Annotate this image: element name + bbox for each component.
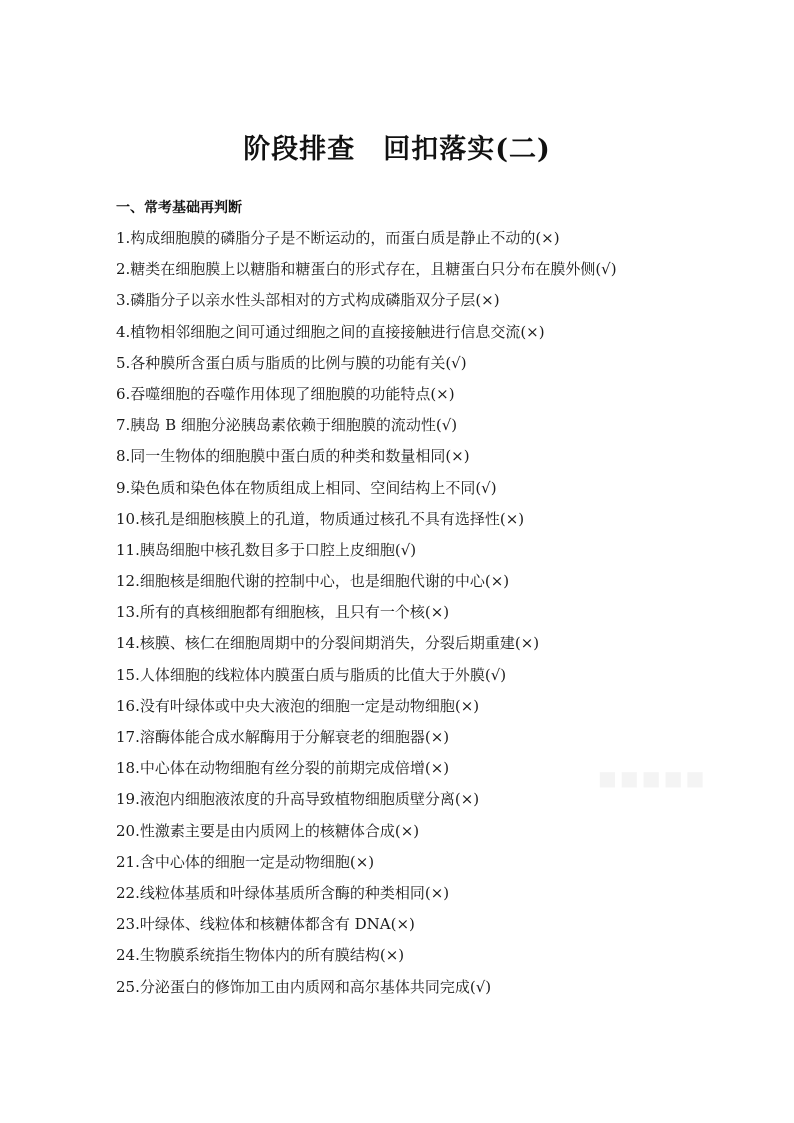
statement-item: 18.中心体在动物细胞有丝分裂的前期完成倍增(×) <box>116 759 450 778</box>
watermark <box>598 766 707 790</box>
page-title: 阶段排查 回扣落实(二) <box>243 134 551 165</box>
statement-item: 5.各种膜所含蛋白质与脂质的比例与膜的功能有关(√) <box>116 353 467 372</box>
statement-item: 8.同一生物体的细胞膜中蛋白质的种类和数量相同(×) <box>116 447 470 466</box>
statement-item: 25.分泌蛋白的修饰加工由内质网和高尔基体共同完成(√) <box>116 977 492 996</box>
statement-item: 4.植物相邻细胞之间可通过细胞之间的直接接触进行信息交流(×) <box>116 322 545 341</box>
statement-item: 13.所有的真核细胞都有细胞核，且只有一个核(×) <box>116 603 450 622</box>
statement-item: 16.没有叶绿体或中央大液泡的细胞一定是动物细胞(×) <box>116 696 480 715</box>
statement-list <box>116 228 617 1008</box>
statement-item: 9.染色质和染色体在物质组成上相同、空间结构上不同(√) <box>116 478 497 497</box>
statement-item: 24.生物膜系统指生物体内的所有膜结构(×) <box>116 946 405 965</box>
statement-item: 1.构成细胞膜的磷脂分子是不断运动的，而蛋白质是静止不动的(×) <box>116 229 560 247</box>
statement-item: 20.性激素主要是由内质网上的核糖体合成(×) <box>116 821 420 840</box>
section-heading: 一、常考基础再判断 <box>116 200 242 216</box>
statement-item: 15.人体细胞的线粒体内膜蛋白质与脂质的比值大于外膜(√) <box>116 665 507 684</box>
statement-item: 10.核孔是细胞核膜上的孔道，物质通过核孔不具有选择性(×) <box>116 509 525 528</box>
statement-item: 2.糖类在细胞膜上以糖脂和糖蛋白的形式存在，且糖蛋白只分布在膜外侧(√) <box>116 260 617 279</box>
statement-item: 19.液泡内细胞液浓度的升高导致植物细胞质壁分离(×) <box>116 790 480 809</box>
statement-item: 21.含中心体的细胞一定是动物细胞(×) <box>116 852 375 871</box>
statement-item: 17.溶酶体能合成水解酶用于分解衰老的细胞器(×) <box>116 728 450 746</box>
statement-item: 23.叶绿体、线粒体和核糖体都含有 DNA(×) <box>116 915 415 934</box>
statement-item: 12.细胞核是细胞代谢的控制中心，也是细胞代谢的中心(×) <box>116 572 510 591</box>
statement-item: 6.吞噬细胞的吞噬作用体现了细胞膜的功能特点(×) <box>116 384 455 403</box>
statement-item: 22.线粒体基质和叶绿体基质所含酶的种类相同(×) <box>116 883 450 902</box>
statement-item: 11.胰岛细胞中核孔数目多于口腔上皮细胞(√) <box>116 540 417 559</box>
statement-item: 7.胰岛 B 细胞分泌胰岛素依赖于细胞膜的流动性(√) <box>116 416 458 435</box>
statement-item: 3.磷脂分子以亲水性头部相对的方式构成磷脂双分子层(×) <box>116 291 500 310</box>
statement-item: 14.核膜、核仁在细胞周期中的分裂间期消失，分裂后期重建(×) <box>116 634 540 653</box>
